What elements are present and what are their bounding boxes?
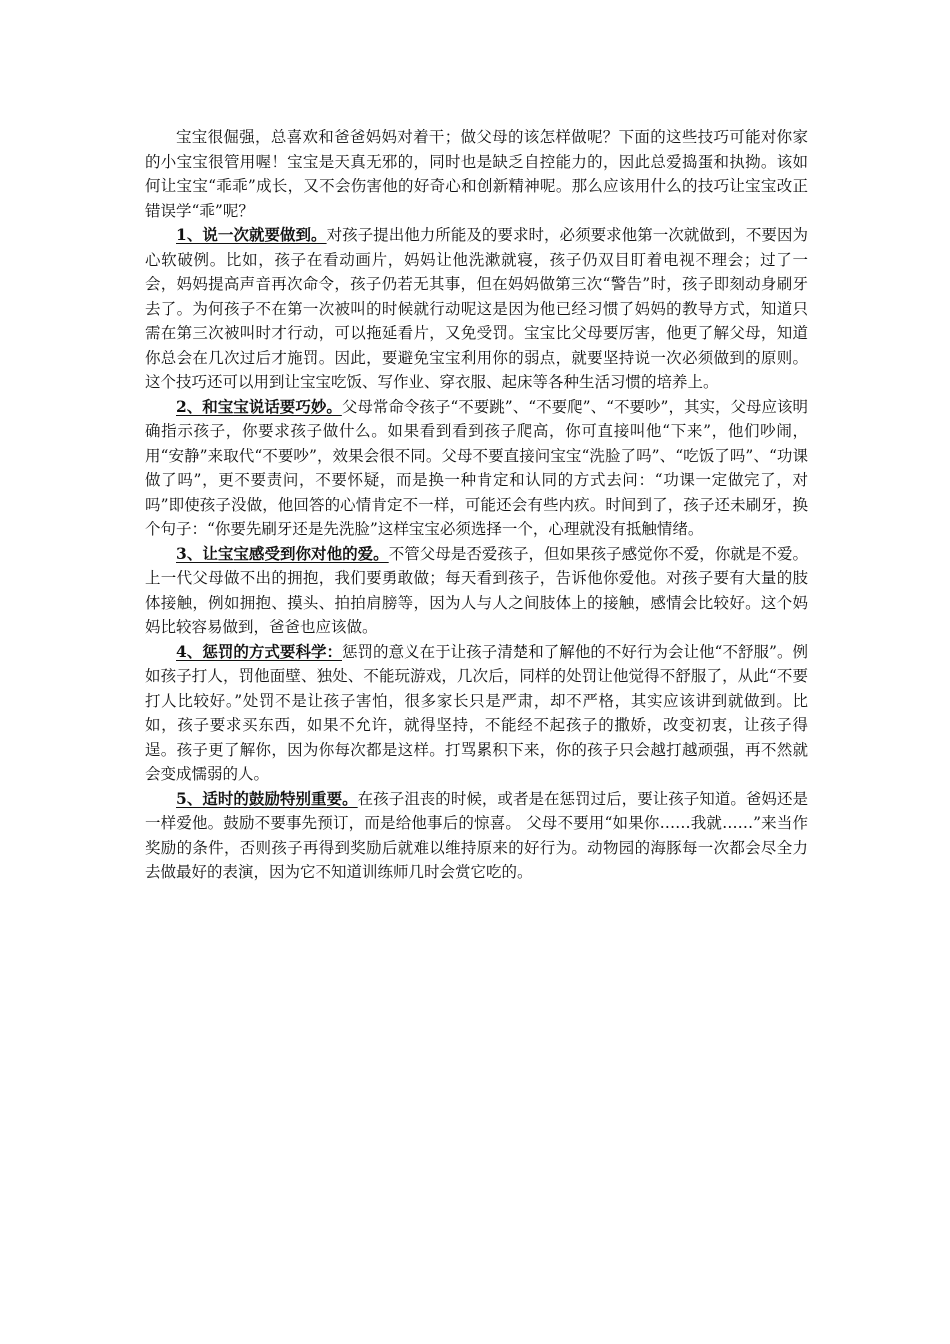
section-5-heading: 5、适时的鼓励特别重要。: [176, 788, 358, 808]
section-3-heading: 3、让宝宝感受到你对他的爱。: [176, 543, 389, 563]
section-2-paragraph: [145, 395, 808, 542]
section-5-paragraph: [145, 787, 808, 885]
section-4-paragraph: [145, 640, 808, 787]
section-2-heading: 2、和宝宝说话要巧妙。: [176, 396, 342, 416]
section-3-body: 不管父母是否爱孩子，但如果孩子感觉你不爱，你就是不爱。上一代父母做不出的拥抱，我们要勇敢做；每天看到孩子，告诉他你爱他。对孩子要有大量的肢体接触，例如拥抱、摸头、拍拍肩膀等，因为人与人之间肢体上的接触，感情会比较好。这个妈妈比较容易做到，爸爸也应该做。: [145, 544, 808, 636]
section-4-heading: 4、惩罚的方式要科学：: [176, 641, 343, 661]
section-3-paragraph: [145, 542, 808, 640]
section-1-heading: 1、说一次就要做到。: [176, 225, 327, 244]
section-1-paragraph: [145, 223, 808, 395]
document-page: [145, 125, 808, 885]
section-4-body: 惩罚的意义在于让孩子清楚和了解他的不好行为会让他“不舒服”。例如孩子打人，罚他面壁、独处、不能玩游戏，几次后，同样的处罚让他觉得不舒服了，从此“不要打人比较好。”处罚不是让孩子害怕，很多家长只是严肃，却不严格，其实应该讲到就做到。比如，孩子要求买东西，如果不允许，就得坚持，不能经不起孩子的撒娇，改变初衷，让孩子得逞。孩子更了解你，因为你每次都是这样。打骂累积下来，你的孩子只会越打越顽强，再不然就会变成懦弱的人。: [145, 642, 808, 783]
section-5-body: 在孩子沮丧的时候，或者是在惩罚过后，要让孩子知道。爸妈还是一样爱他。鼓励不要事先预订，而是给他事后的惊喜。 父母不要用“如果你……我就……”来当作奖励的条件，否则孩子再得到奖励后就难以维持原来的好行为。动物园的海豚每一次都会尽全力去做最好的表演，因为它不知道训练师几时会赏它吃的。: [145, 789, 808, 881]
section-1-body: 对孩子提出他力所能及的要求时，必须要求他第一次就做到，不要因为心软破例。比如，孩子在看动画片，妈妈让他洗漱就寝，孩子仍双目盯着电视不理会；过了一会，妈妈提高声音再次命令，孩子仍若无其事，但在妈妈做第三次“警告”时，孩子即刻动身刷牙去了。为何孩子不在第一次被叫的时候就行动呢这是因为他已经习惯了妈妈的教导方式，知道只需在第三次被叫时才行动，可以拖延看片，又免受罚。宝宝比父母要厉害，他更了解父母，知道你总会在几次过后才施罚。因此，要避免宝宝利用你的弱点，就要坚持说一次必须做到的原则。这个技巧还可以用到让宝宝吃饭、写作业、穿衣服、起床等各种生活习惯的培养上。: [145, 226, 808, 391]
intro-paragraph: 宝宝很倔强，总喜欢和爸爸妈妈对着干；做父母的该怎样做呢？下面的这些技巧可能对你家的小宝宝很管用喔！宝宝是天真无邪的，同时也是缺乏自控能力的，因此总爱捣蛋和执拗。该如何让宝宝“乖乖”成长，又不会伤害他的好奇心和创新精神呢。那么应该用什么的技巧让宝宝改正错误学“乖”呢？: [145, 128, 808, 220]
section-2-body: 父母常命令孩子“不要跳”、“不要爬”、“不要吵”，其实，父母应该明确指示孩子，你要求孩子做什么。如果看到看到孩子爬高，你可直接叫他“下来”，他们吵闹，用“安静”来取代“不要吵”，效果会很不同。父母不要直接问宝宝“洗脸了吗”、“吃饭了吗”、“功课做了吗”，更不要责问，不要怀疑，而是换一种肯定和认同的方式去问：“功课一定做完了，对吗”即使孩子没做，他回答的心情肯定不一样，可能还会有些内疚。时间到了，孩子还未刷牙，换个句子：“你要先刷牙还是先洗脸”这样宝宝必须选择一个，心理就没有抵触情绪。: [145, 397, 808, 538]
